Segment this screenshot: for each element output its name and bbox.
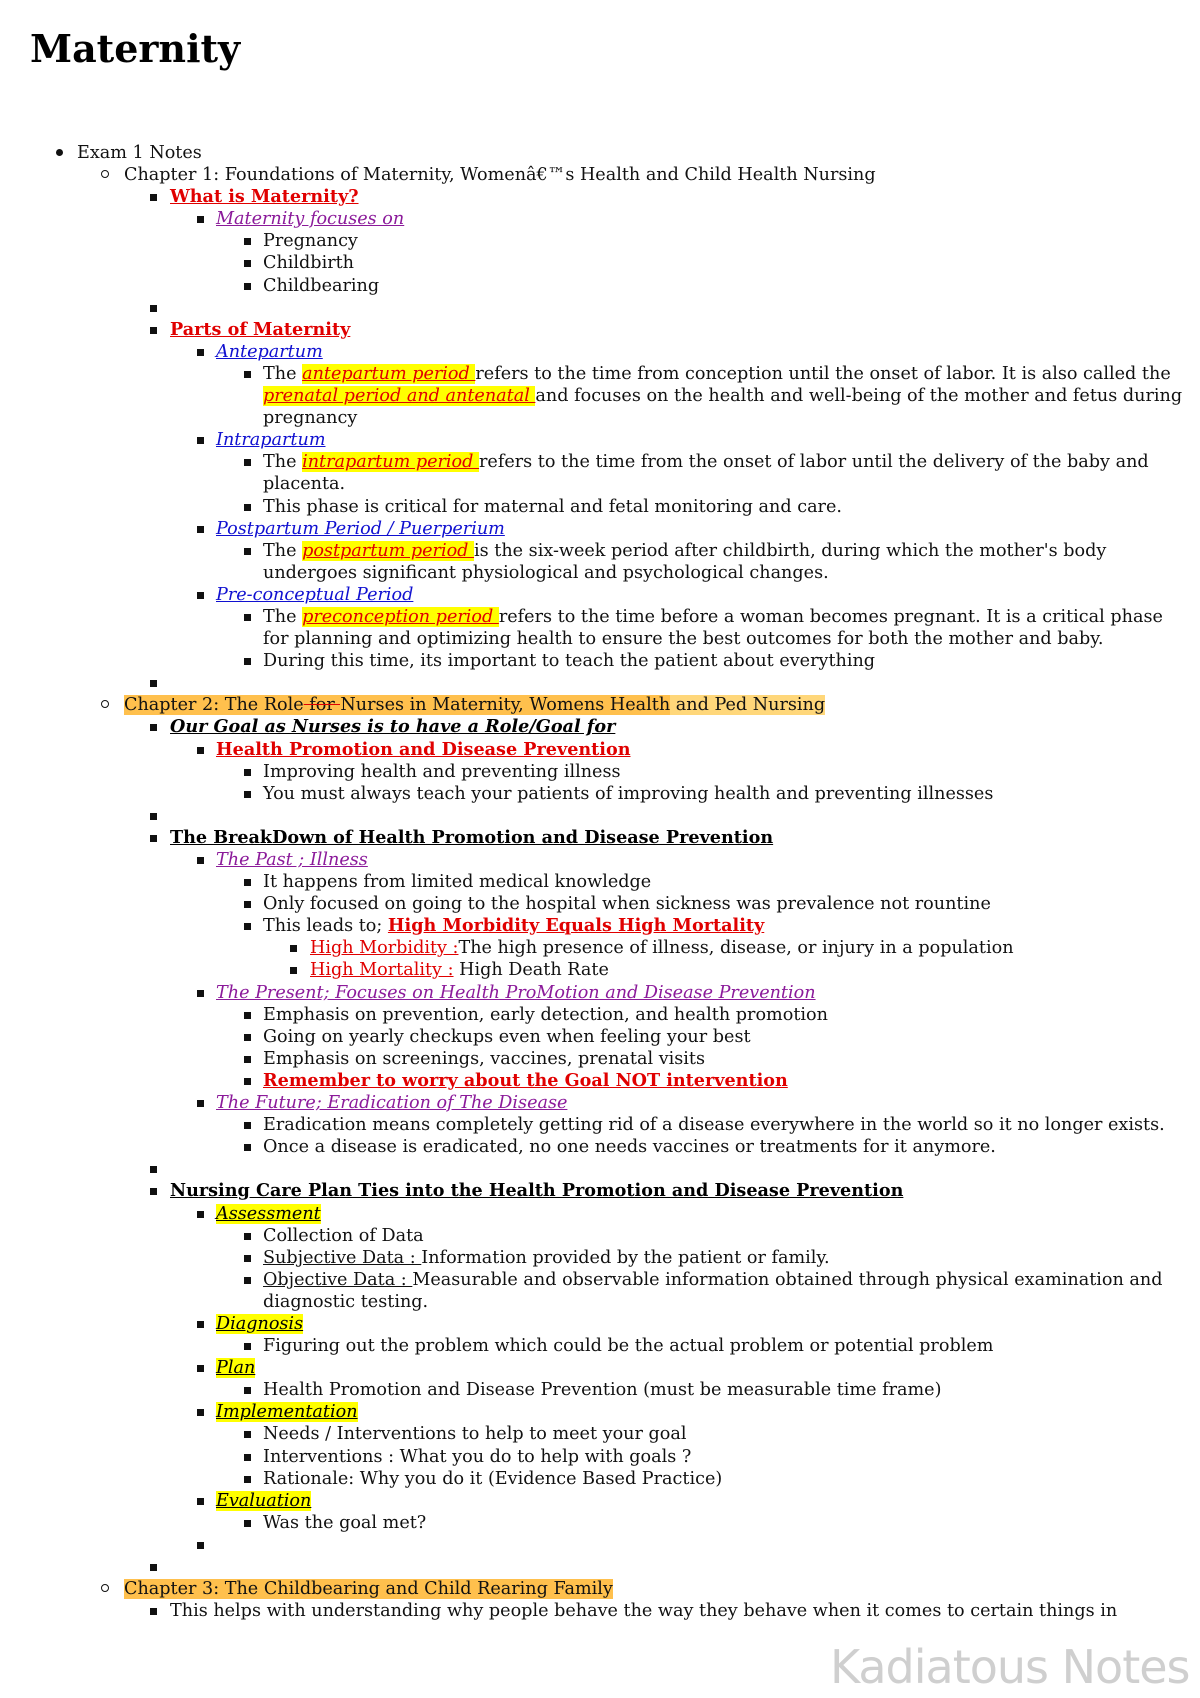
list-item: Antepartum bbox=[0, 341, 1185, 363]
empty-list-item bbox=[0, 1158, 1185, 1180]
bullet-square bbox=[197, 1100, 204, 1107]
bullet-square bbox=[150, 1608, 157, 1615]
list-item: Evaluation bbox=[0, 1490, 1185, 1512]
bullet-square bbox=[244, 791, 251, 798]
list-item: The Past ; Illness bbox=[0, 849, 1185, 871]
list-item: Postpartum Period / Puerperium bbox=[0, 518, 1185, 540]
bullet-square bbox=[197, 1365, 204, 1372]
bullet-square bbox=[244, 1056, 251, 1063]
list-item: Our Goal as Nurses is to have a Role/Goal for bbox=[0, 716, 1185, 738]
bullet-square bbox=[150, 194, 157, 201]
bullet-circle bbox=[101, 1584, 109, 1592]
list-item: The Future; Eradication of The Disease bbox=[0, 1092, 1185, 1114]
bullet-square bbox=[244, 1520, 251, 1527]
watermark: Kadiatous Notes bbox=[830, 1640, 1190, 1694]
bullet-square bbox=[244, 1343, 251, 1350]
list-item: Needs / Interventions to help to meet your goal bbox=[0, 1423, 1185, 1445]
bullet-square bbox=[197, 747, 204, 754]
bullet-square bbox=[150, 1188, 157, 1195]
empty-list-item bbox=[0, 1556, 1185, 1578]
bullet-circle bbox=[101, 700, 109, 708]
list-item: Once a disease is eradicated, no one needs vaccines or treatments for it anymore. bbox=[0, 1136, 1185, 1158]
bullet-square bbox=[244, 1255, 251, 1262]
list-item: Remember to worry about the Goal NOT intervention bbox=[0, 1070, 1185, 1092]
list-item: This leads to; High Morbidity Equals High Mortality bbox=[0, 915, 1185, 937]
bullet-square bbox=[290, 967, 297, 974]
list-item: Interventions : What you do to help with goals ? bbox=[0, 1446, 1185, 1468]
bullet-square bbox=[244, 658, 251, 665]
bullet-square bbox=[150, 680, 157, 687]
bullet-disc bbox=[56, 149, 63, 156]
notes-outline bbox=[0, 142, 1185, 1622]
bullet-square bbox=[244, 923, 251, 930]
list-item: Exam 1 Notes bbox=[0, 142, 1185, 164]
bullet-square bbox=[244, 1476, 251, 1483]
list-item: Implementation bbox=[0, 1401, 1185, 1423]
bullet-square bbox=[244, 1012, 251, 1019]
bullet-square bbox=[244, 238, 251, 245]
bullet-square bbox=[244, 504, 251, 511]
bullet-square bbox=[244, 260, 251, 267]
bullet-square bbox=[244, 1387, 251, 1394]
bullet-square bbox=[244, 1122, 251, 1129]
list-item bbox=[0, 186, 1185, 208]
list-item: Maternity focuses on bbox=[0, 208, 1185, 230]
bullet-square bbox=[197, 1321, 204, 1328]
bullet-square bbox=[197, 990, 204, 997]
bullet-square bbox=[197, 592, 204, 599]
bullet-square bbox=[197, 526, 204, 533]
list-item: Plan bbox=[0, 1357, 1185, 1379]
bullet-square bbox=[244, 769, 251, 776]
list-item: Emphasis on prevention, early detection, and health promotion bbox=[0, 1004, 1185, 1026]
list-item: The postpartum period is the six-week period after childbirth, during which the mother's body undergoes significant physiological and psychological changes. bbox=[0, 540, 1185, 584]
list-item: Diagnosis bbox=[0, 1313, 1185, 1335]
bullet-square bbox=[244, 283, 251, 290]
list-item: Intrapartum bbox=[0, 429, 1185, 451]
bullet-square bbox=[197, 349, 204, 356]
bullet-square bbox=[150, 813, 157, 820]
bullet-square bbox=[290, 945, 297, 952]
list-item: Figuring out the problem which could be the actual problem or potential problem bbox=[0, 1335, 1185, 1357]
bullet-square bbox=[197, 857, 204, 864]
chapter-2-item: Chapter 2: The Role for Nurses in Maternity, Womens Health and Ped Nursing bbox=[0, 694, 1185, 716]
list-item: Health Promotion and Disease Prevention bbox=[0, 739, 1185, 761]
bullet-square bbox=[244, 614, 251, 621]
bullet-square bbox=[150, 724, 157, 731]
bullet-square bbox=[197, 216, 204, 223]
bullet-square bbox=[197, 437, 204, 444]
empty-list-item bbox=[0, 672, 1185, 694]
list-item: Pre-conceptual Period bbox=[0, 584, 1185, 606]
chapter-3-item: Chapter 3: The Childbearing and Child Rearing Family bbox=[0, 1578, 1185, 1600]
bullet-square bbox=[150, 1166, 157, 1173]
bullet-square bbox=[150, 327, 157, 334]
list-item: Improving health and preventing illness bbox=[0, 761, 1185, 783]
bullet-square bbox=[244, 371, 251, 378]
bullet-square bbox=[150, 1564, 157, 1571]
empty-list-item bbox=[0, 1534, 1185, 1556]
bullet-square bbox=[244, 1233, 251, 1240]
list-item: Assessment bbox=[0, 1203, 1185, 1225]
heading-what-is-maternity: What is Maternity? bbox=[170, 186, 359, 208]
empty-list-item bbox=[0, 297, 1185, 319]
bullet-square bbox=[244, 901, 251, 908]
list-item: Childbearing bbox=[0, 275, 1185, 297]
list-item: You must always teach your patients of improving health and preventing illnesses bbox=[0, 783, 1185, 805]
bullet-square bbox=[197, 1409, 204, 1416]
list-item: This phase is critical for maternal and fetal monitoring and care. bbox=[0, 496, 1185, 518]
list-item: This helps with understanding why people behave the way they behave when it comes to certain things in bbox=[0, 1600, 1185, 1622]
list-item: Was the goal met? bbox=[0, 1512, 1185, 1534]
bullet-square bbox=[244, 459, 251, 466]
list-item: The Present; Focuses on Health ProMotion and Disease Prevention bbox=[0, 982, 1185, 1004]
bullet-square bbox=[244, 879, 251, 886]
list-item: High Morbidity :The high presence of illness, disease, or injury in a population bbox=[0, 937, 1185, 959]
bullet-square bbox=[244, 548, 251, 555]
list-item: Objective Data : Measurable and observable information obtained through physical examination and diagnostic testing. bbox=[0, 1269, 1185, 1313]
list-item: High Mortality : High Death Rate bbox=[0, 959, 1185, 981]
bullet-circle bbox=[101, 170, 109, 178]
bullet-square bbox=[244, 1078, 251, 1085]
bullet-square bbox=[244, 1431, 251, 1438]
list-item: During this time, its important to teach the patient about everything bbox=[0, 650, 1185, 672]
list-item: Going on yearly checkups even when feeling your best bbox=[0, 1026, 1185, 1048]
list-item bbox=[0, 319, 1185, 341]
bullet-square bbox=[244, 1454, 251, 1461]
bullet-square bbox=[150, 305, 157, 312]
list-item: Nursing Care Plan Ties into the Health Promotion and Disease Prevention bbox=[0, 1180, 1185, 1202]
list-item: Subjective Data : Information provided by the patient or family. bbox=[0, 1247, 1185, 1269]
bullet-square bbox=[244, 1277, 251, 1284]
list-item: Collection of Data bbox=[0, 1225, 1185, 1247]
list-item: The BreakDown of Health Promotion and Disease Prevention bbox=[0, 827, 1185, 849]
bullet-square bbox=[197, 1542, 204, 1549]
list-item: Only focused on going to the hospital when sickness was prevalence not rountine bbox=[0, 893, 1185, 915]
bullet-square bbox=[244, 1144, 251, 1151]
list-item: Eradication means completely getting rid of a disease everywhere in the world so it no longer exists. bbox=[0, 1114, 1185, 1136]
list-item: Childbirth bbox=[0, 252, 1185, 274]
bullet-square bbox=[244, 1034, 251, 1041]
bullet-square bbox=[197, 1211, 204, 1218]
list-item: The antepartum period refers to the time from conception until the onset of labor. It is also called the prenatal period and antenatal and focuses on the health and well-being of the mother and fetus during pregnancy bbox=[0, 363, 1185, 429]
list-item: Rationale: Why you do it (Evidence Based Practice) bbox=[0, 1468, 1185, 1490]
bullet-square bbox=[197, 1498, 204, 1505]
list-item: The intrapartum period refers to the time from the onset of labor until the delivery of the baby and placenta. bbox=[0, 451, 1185, 495]
page-title: Maternity bbox=[30, 26, 241, 71]
chapter-1-item: Chapter 1: Foundations of Maternity, Womenâ€™s Health and Child Health Nursing bbox=[0, 164, 1185, 186]
heading-parts-of-maternity: Parts of Maternity bbox=[170, 318, 351, 340]
list-item: Emphasis on screenings, vaccines, prenatal visits bbox=[0, 1048, 1185, 1070]
list-item: Health Promotion and Disease Prevention (must be measurable time frame) bbox=[0, 1379, 1185, 1401]
list-item: The preconception period refers to the time before a woman becomes pregnant. It is a critical phase for planning and optimizing health to ensure the best outcomes for both the mother and baby. bbox=[0, 606, 1185, 650]
list-item: It happens from limited medical knowledge bbox=[0, 871, 1185, 893]
empty-list-item bbox=[0, 805, 1185, 827]
bullet-square bbox=[150, 835, 157, 842]
list-item: Pregnancy bbox=[0, 230, 1185, 252]
